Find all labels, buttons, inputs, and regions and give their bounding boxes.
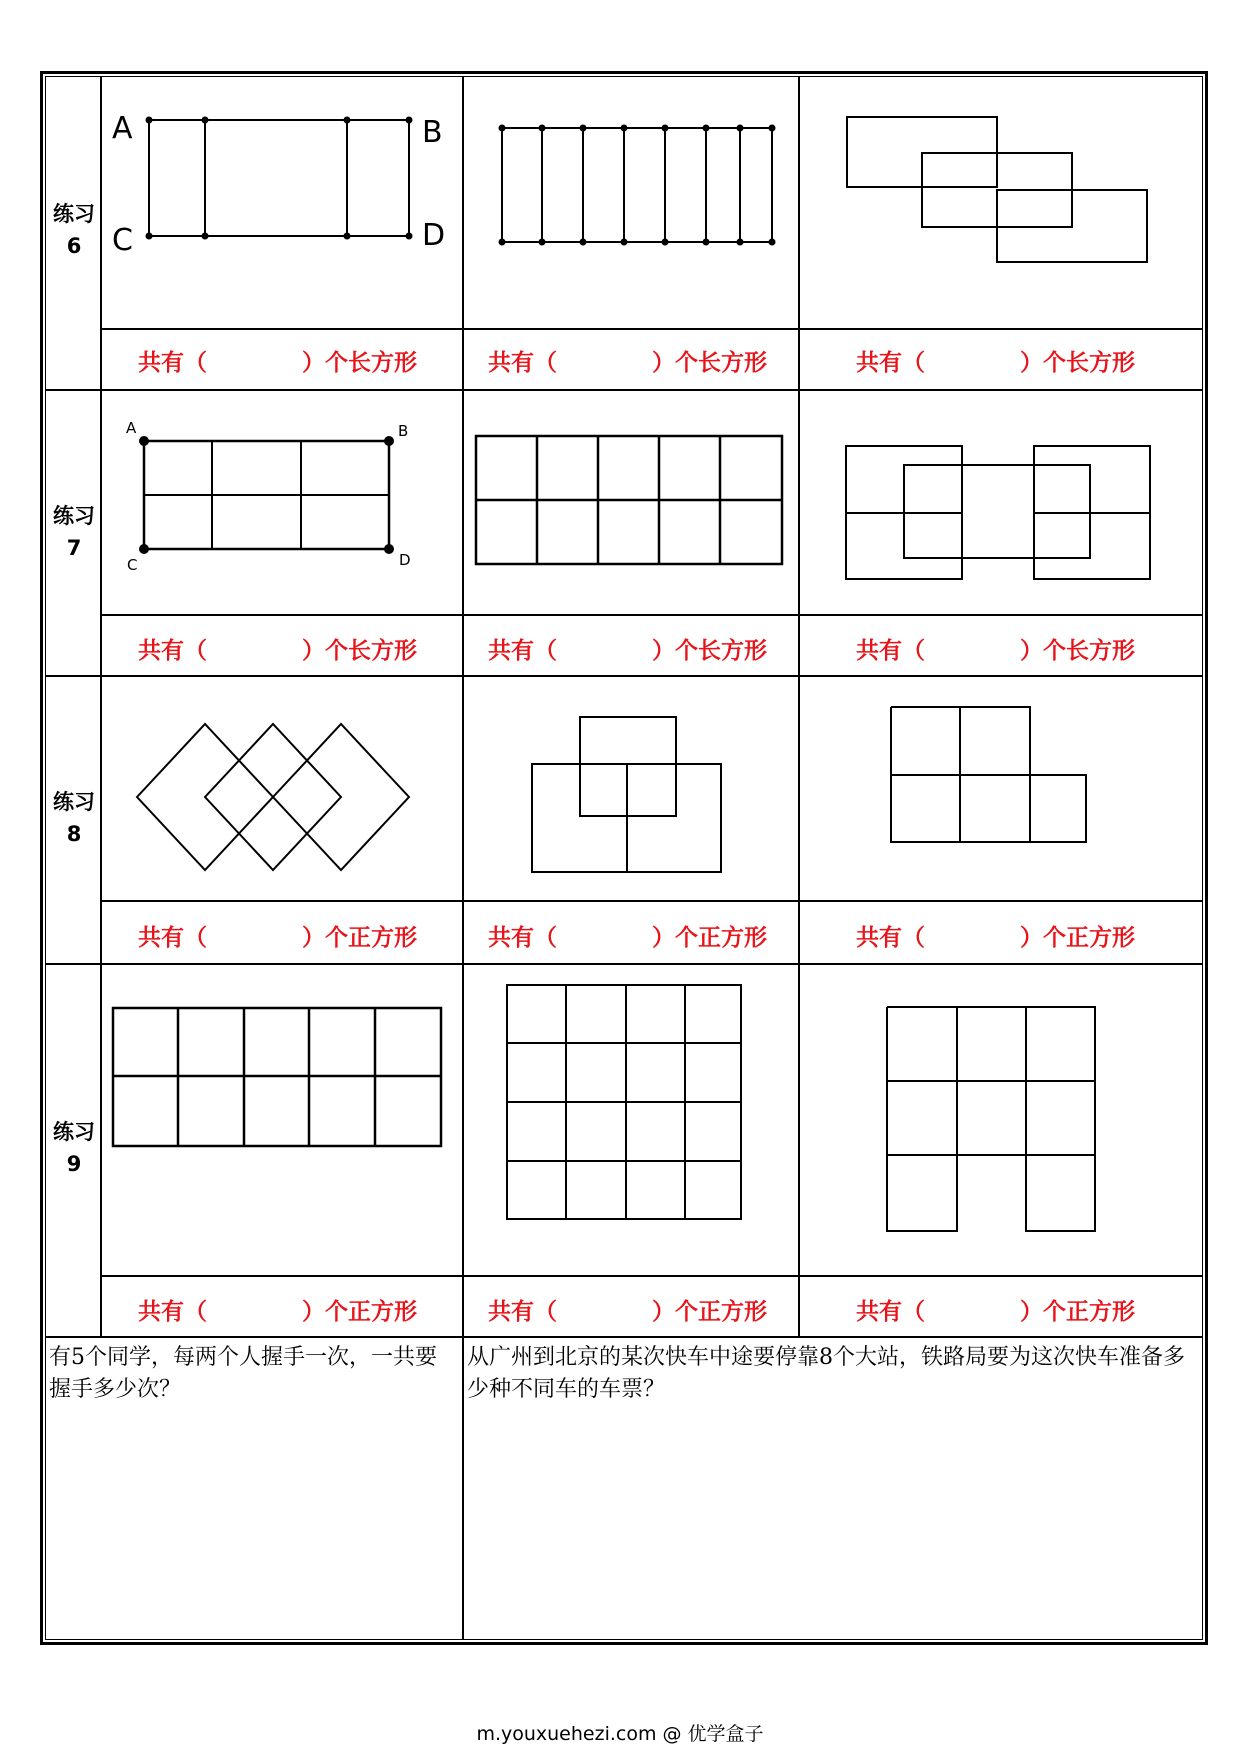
grid-line	[101, 614, 1203, 616]
answer-line-7-1: 共有（ ）个长方形	[138, 638, 417, 664]
word-problem-train-tickets: 从广州到北京的某次快车中途要停靠8个大站，铁路局要为这次快车准备多少种不同车的车票？	[467, 1345, 1185, 1402]
answer-line-9-1: 共有（ ）个正方形	[138, 1299, 417, 1325]
figure-9-2	[500, 980, 750, 1230]
figure-6-1	[100, 100, 460, 258]
point-label-b: B	[398, 422, 409, 440]
grid-line	[45, 389, 1203, 391]
answer-line-8-1: 共有（ ）个正方形	[138, 925, 417, 951]
answer-line-7-3: 共有（ ）个长方形	[856, 638, 1135, 664]
grid-line	[45, 963, 1203, 965]
point-label-a: A	[112, 111, 133, 146]
figure-8-2	[520, 706, 740, 881]
word-problem-handshake: 有5个同学，每两个人握手一次，一共要握手多少次？	[49, 1345, 437, 1402]
exercise-label-6: 练习 6	[53, 202, 95, 258]
answer-line-9-2: 共有（ ）个正方形	[488, 1299, 767, 1325]
grid-line	[462, 76, 464, 1640]
point-label-d: D	[399, 551, 411, 569]
grid-line	[798, 76, 800, 1336]
answer-line-8-2: 共有（ ）个正方形	[488, 925, 767, 951]
figure-9-3	[880, 1000, 1100, 1240]
point-label-a: A	[126, 419, 137, 437]
answer-line-6-1: 共有（ ）个长方形	[138, 350, 417, 376]
figure-6-2	[490, 118, 780, 258]
grid-line	[45, 1336, 1203, 1338]
point-label-b: B	[422, 115, 443, 150]
exercise-label-7: 练习 7	[53, 504, 95, 560]
figure-9-1	[108, 1000, 448, 1160]
grid-line	[101, 328, 1203, 330]
answer-line-8-3: 共有（ ）个正方形	[856, 925, 1135, 951]
grid-line	[101, 1275, 1203, 1277]
figure-7-2	[470, 430, 790, 570]
answer-line-7-2: 共有（ ）个长方形	[488, 638, 767, 664]
figure-7-3	[840, 440, 1160, 590]
grid-line	[101, 900, 1203, 902]
exercise-label-8: 练习 8	[53, 790, 95, 846]
point-label-c: C	[112, 223, 133, 258]
answer-line-6-3: 共有（ ）个长方形	[856, 350, 1135, 376]
grid-line	[45, 675, 1203, 677]
answer-line-6-2: 共有（ ）个长方形	[488, 350, 767, 376]
point-label-d: D	[422, 218, 446, 253]
answer-line-9-3: 共有（ ）个正方形	[856, 1299, 1135, 1325]
footer-watermark: m.youxuehezi.com @ 优学盒子	[476, 1723, 764, 1745]
point-label-c: C	[127, 556, 138, 574]
figure-7-1	[110, 415, 450, 585]
exercise-label-9: 练习 9	[53, 1120, 95, 1176]
figure-8-1	[130, 715, 420, 885]
figure-6-3	[840, 110, 1160, 270]
figure-8-3	[880, 700, 1110, 875]
